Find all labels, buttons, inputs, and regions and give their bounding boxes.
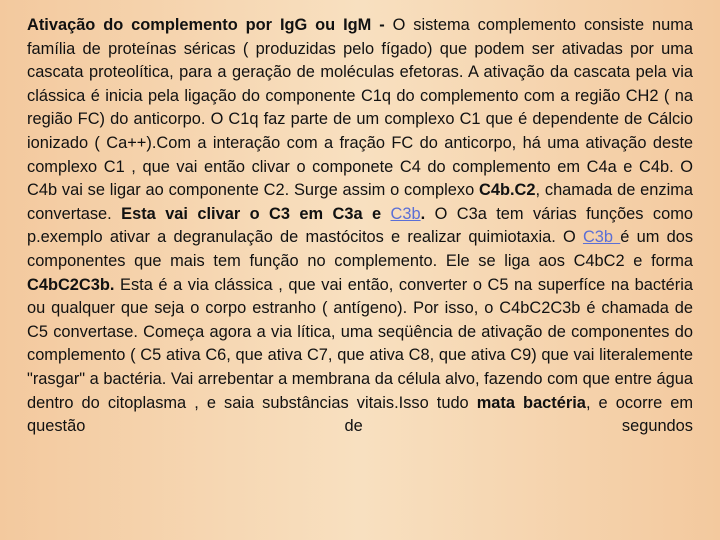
complement-paragraph	[27, 14, 693, 439]
bold-phrase: Esta vai clivar o C3 em C3a e	[121, 204, 391, 223]
body-text: O C3a tem várias funções como p.exemplo ativar a degranulação de mastócitos e realizar quimiotaxia. O	[27, 204, 693, 247]
body-text: , chamada de enzima convertase.	[27, 181, 693, 223]
bold-term: C4bC2C3b.	[27, 275, 115, 294]
heading-text: Ativação do complemento por IgG ou IgM -	[27, 16, 385, 34]
body-text: Esta é a via clássica , que vai então, converter o C5 na superfíce na bactéria ou qualquer que seja o corpo estranho ( antígeno). Por isso, o C4bC2C3b é chamada de C5 convertase. Começa agora a via lítica, uma seqüência de ativação de componentes do complemento ( C5 ativa C6, que ativa C7, que ativa C8, que ativa C9) que vai literalemente "rasgar" a bactéria. Vai arrebentar a membrana da célula alvo, fazendo com que entre água dentro do citoplasma , e saia substâncias vitais.Isso tudo	[27, 275, 693, 412]
bold-phrase: .	[420, 204, 426, 223]
slide-content	[27, 14, 693, 540]
bold-term: C4b.C2	[479, 181, 536, 200]
c3b-link[interactable]: C3b	[582, 228, 621, 247]
body-text: O sistema complemento consiste numa família de proteínas séricas ( produzidas pelo fígado) que podem ser ativadas por uma cascata proteolítica, para a geração de moléculas efetoras. A ativação da cascata pela via clássica é inicia pela ligação do componente C1q do complemento com a região CH2 ( na região FC) do anticorpo. O C1q faz parte de um complexo C1 que é dependente de Cálcio ionizado ( Ca++).Com a interação com a fração FC do anticorpo, há uma ativação deste complexo C1 , que vai então clivar o componete C4 do complemento em C4a e C4b. O C4b vai se ligar ao componente C2. Surge assim o complexo	[27, 16, 693, 200]
body-text: é um dos componentes que mais tem função no complemento. Ele se liga aos C4bC2 e forma	[27, 228, 693, 270]
bold-phrase: mata bactéria	[476, 393, 586, 412]
c3b-link[interactable]: C3b	[390, 204, 421, 223]
body-text: , e ocorre em questão de segundos	[27, 393, 693, 436]
